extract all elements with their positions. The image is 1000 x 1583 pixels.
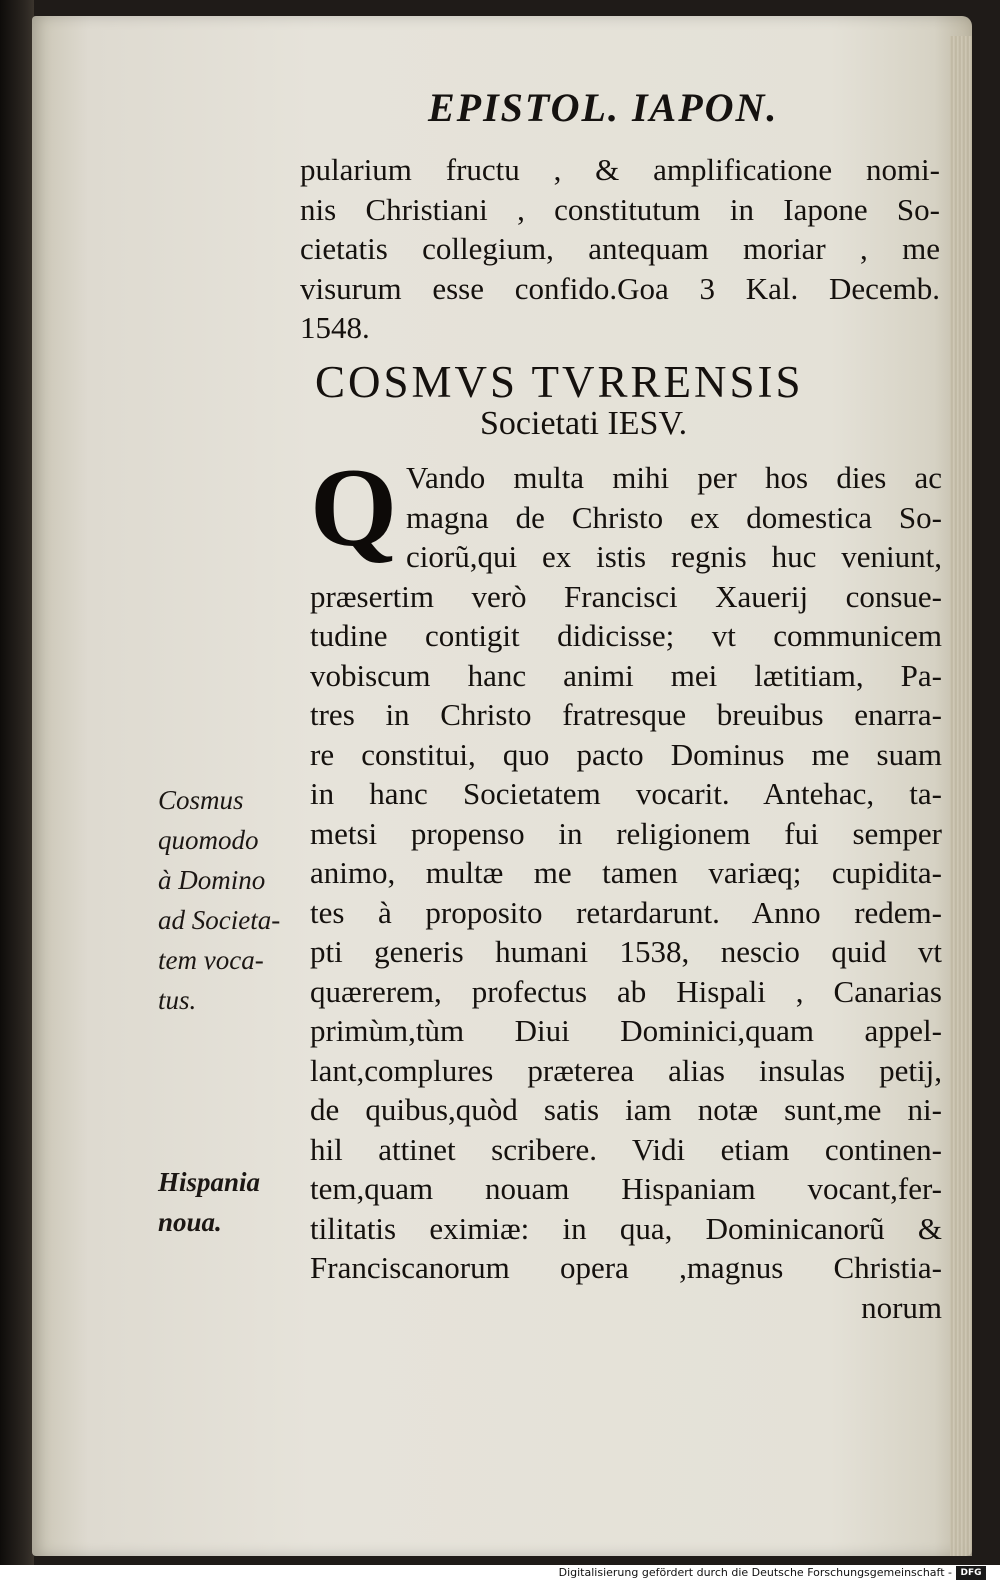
margin-note-line: tem voca-	[158, 945, 264, 975]
catchword: norum	[861, 1289, 942, 1325]
text-line: hil attinet scribere. Vidi etiam continen-	[310, 1131, 942, 1167]
text-line: Vando multa mihi per hos dies ac	[406, 460, 942, 495]
margin-note-cosmus	[158, 780, 280, 1020]
continuation-text	[300, 150, 940, 348]
text-line: tem,quam nouam Hispaniam vocant,fer-	[310, 1171, 942, 1206]
text-line: primùm,tùm Diui Dominici,quam appel-	[310, 1013, 942, 1048]
margin-note-line: à Domino	[158, 865, 266, 895]
text-line: pularium fructu , & amplificatione nomi-	[300, 152, 940, 187]
letter-heading: COSMVS TVRRENSIS	[315, 357, 804, 407]
text-line: metsi propenso in religionem fui semper	[310, 815, 942, 851]
text-line: vobiscum hanc animi mei lætitiam, Pa-	[310, 657, 942, 693]
text-line: in hanc Societatem vocarit. Antehac, ta-	[310, 776, 942, 811]
text-line: 1548.	[300, 310, 370, 345]
running-head: EPISTOL. IAPON.	[428, 85, 779, 130]
text-line: Franciscanorum opera ,magnus Christia-	[310, 1250, 942, 1285]
scan-background	[0, 0, 34, 1565]
footer-credit: Digitalisierung gefördert durch die Deutsche Forschungsgemeinschaft -	[558, 1566, 952, 1579]
dfg-logo: DFG	[956, 1566, 986, 1580]
text-line: tilitatis eximiæ: in qua, Dominicanorũ &	[310, 1210, 942, 1246]
margin-note-hispania	[158, 1162, 260, 1242]
margin-note-line: noua.	[158, 1207, 222, 1237]
letter-subheading: Societati IESV.	[480, 405, 688, 442]
text-line: magna de Christo ex domestica So-	[406, 499, 942, 535]
page-edge	[950, 36, 972, 1556]
text-line: visurum esse confido.Goa 3 Kal. Decemb.	[300, 270, 940, 306]
margin-note-line: ad Societa-	[158, 905, 281, 935]
margin-note-line: Hispania	[158, 1167, 261, 1197]
margin-note-line: tus.	[158, 985, 197, 1015]
text-line: tes à proposito retardarunt. Anno redem-	[310, 894, 942, 930]
text-line: pti generis humani 1538, nescio quid vt	[310, 934, 942, 969]
text-line: re constitui, quo pacto Dominus me suam	[310, 736, 942, 772]
margin-note-line: Cosmus	[158, 785, 244, 815]
text-line: de quibus,quòd satis iam notæ sunt,me ni-	[310, 1092, 942, 1127]
letter-body	[310, 446, 942, 1327]
text-line: animo, multæ me tamen variæq; cupidita-	[310, 855, 942, 890]
text-line: quærerem, profectus ab Hispali , Canarias	[310, 973, 942, 1009]
margin-note-line: quomodo	[158, 825, 259, 855]
text-line: ciorũ,qui ex istis regnis huc veniunt,	[406, 539, 942, 574]
text-line: tudine contigit didicisse; vt communicem	[310, 618, 942, 653]
text-line: nis Christiani , constitutum in Iapone So-	[300, 191, 940, 227]
text-line: lant,complures præterea alias insulas petij,	[310, 1052, 942, 1088]
text-line: tres in Christo fratresque breuibus enarra-	[310, 697, 942, 732]
text-line: cietatis collegium, antequam moriar , me	[300, 231, 940, 266]
drop-capital: Q	[310, 446, 398, 570]
text-line: præsertim verò Francisci Xauerij consue-	[310, 578, 942, 614]
